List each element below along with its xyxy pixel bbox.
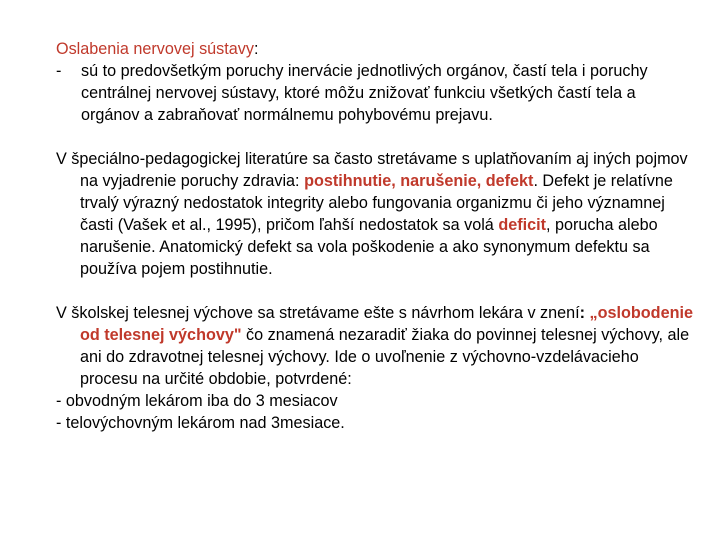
list-item: - obvodným lekárom iba do 3 mesiacov (56, 392, 338, 410)
section-heading: Oslabenia nervovej sústavy (56, 40, 254, 58)
section-heading-line (56, 38, 696, 60)
list-item: - telovýchovným lekárom nad 3mesiace. (56, 414, 345, 432)
paragraph-terms (56, 148, 696, 280)
highlight-exemption: „oslobodenie od telesnej výchovy" (80, 304, 693, 344)
highlight-deficit: deficit (498, 216, 546, 234)
list-item (56, 60, 696, 126)
heading-colon: : (253, 40, 259, 58)
highlight-terms: postihnutie, narušenie, defekt (304, 172, 534, 190)
paragraph-text: , porucha alebo narušenie. Anatomický defekt sa vola poškodenie a ako synonymum defektu sa používa pojem postihnutie. (80, 216, 658, 278)
paragraph-text: . Defekt je relatívne trvalý výrazný nedostatok integrity alebo fungovania organizmu či jeho významnej časti (Vašek et al., 1995), pričom ľahší nedostatok sa volá (80, 172, 673, 234)
paragraph-exemption (56, 302, 696, 390)
section-weakening (56, 38, 696, 126)
paragraph-text: V špeciálno-pedagogickej literatúre sa často stretávame s uplatňovaním aj iných pojmov na vyjadrenie poruchy zdravia: (56, 150, 688, 190)
document-body (56, 38, 696, 434)
bullet-dash: - (56, 62, 62, 80)
list-item-text: sú to predovšetkým poruchy inervácie jednotlivých orgánov, častí tela i poruchy centrálnej nervovej sústavy, ktoré môžu znižovať funkciu všetkých častí tela a orgánov a zabraňovať normálnemu pohybovému prejavu. (81, 62, 648, 124)
section-exemption (56, 302, 696, 434)
colon: : (579, 304, 586, 322)
paragraph-text: V školskej telesnej výchove sa stretávame ešte s návrhom lekára v znení (56, 304, 580, 322)
paragraph-text: čo znamená nezaradiť žiaka do povinnej telesnej výchovy, ale ani do zdravotnej telesnej výchovy. Ide o uvoľnenie z výchovno-vzdelávacieho procesu na určité obdobie, potvrdené: (80, 326, 690, 388)
